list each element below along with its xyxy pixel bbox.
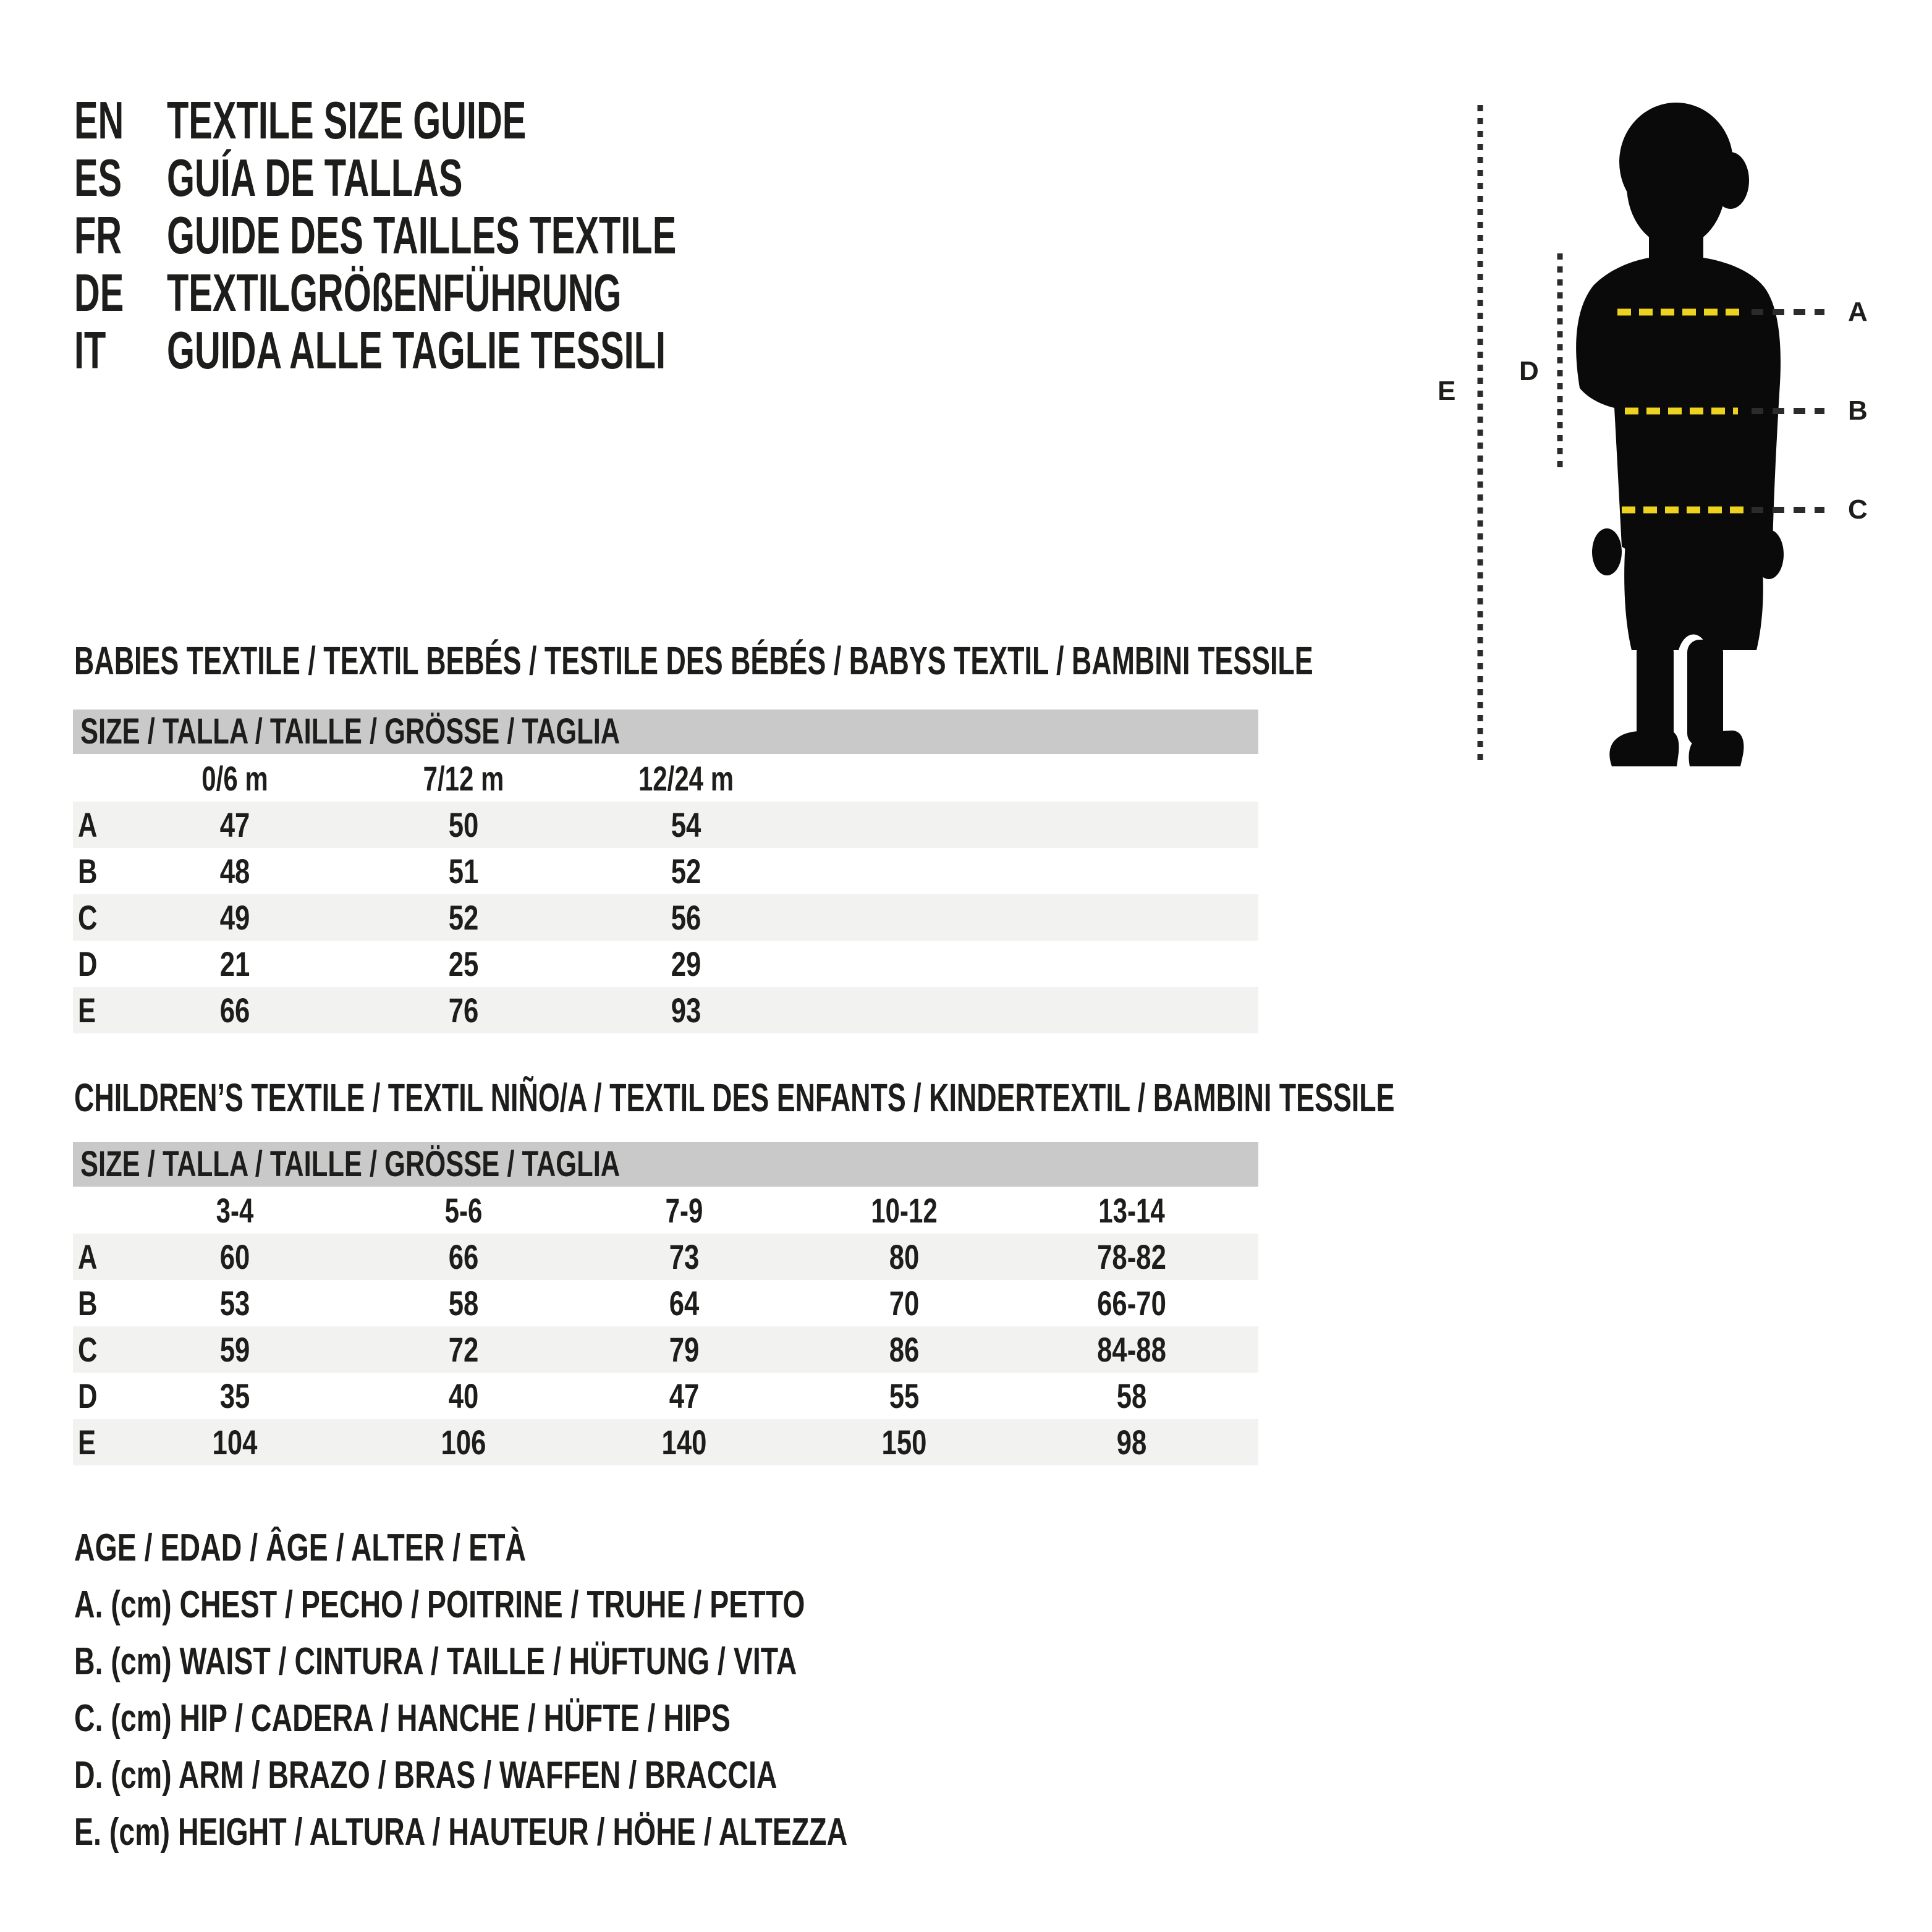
- language-code: FR: [74, 206, 122, 265]
- table-cell: 72: [448, 1330, 479, 1369]
- table-cell: 56: [671, 898, 701, 937]
- language-code: ES: [74, 149, 122, 208]
- children-row-band-c: [73, 1326, 1258, 1373]
- table-cell: 40: [448, 1376, 479, 1415]
- table-cell: 21: [219, 944, 250, 983]
- babies-size-header-label: SIZE / TALLA / TAILLE / GRÖSSE / TAGLIA: [80, 711, 621, 752]
- legend-height-line: E. (cm) HEIGHT / ALTURA / HAUTEUR / HÖHE / ALTEZZA: [74, 1811, 848, 1854]
- table-row-label: C: [78, 898, 98, 937]
- table-row-label: A: [78, 805, 98, 844]
- figure-label-c: C: [1848, 494, 1868, 525]
- table-cell: 52: [671, 852, 701, 891]
- table-cell: 73: [669, 1237, 700, 1276]
- table-cell: 51: [448, 852, 479, 891]
- table-cell: 70: [889, 1284, 920, 1323]
- figure-label-d: D: [1519, 356, 1540, 386]
- table-cell: 60: [219, 1237, 250, 1276]
- table-cell: 25: [448, 944, 479, 983]
- language-title: GUIDA ALLE TAGLIE TESSILI: [167, 321, 666, 380]
- babies-section-heading: BABIES TEXTILE / TEXTIL BEBÉS / TESTILE DES BÉBÉS / BABYS TEXTIL / BAMBINI TESSILE: [74, 638, 1313, 683]
- table-row-label: B: [78, 852, 98, 891]
- table-cell: 54: [671, 805, 701, 844]
- table-row-label: E: [78, 991, 96, 1030]
- table-cell: 84-88: [1097, 1330, 1166, 1369]
- figure-label-a: A: [1848, 297, 1868, 327]
- children-col-3-4: 3-4: [216, 1191, 254, 1230]
- babies-col-0-6m: 0/6 m: [201, 759, 268, 798]
- language-title: GUÍA DE TALLAS: [167, 149, 463, 208]
- table-cell: 140: [661, 1423, 707, 1462]
- children-col-10-12: 10-12: [871, 1191, 938, 1230]
- language-title: TEXTILGRÖßENFÜHRUNG: [167, 264, 622, 323]
- legend-hip-line: C. (cm) HIP / CADERA / HANCHE / HÜFTE / HIPS: [74, 1697, 731, 1740]
- table-cell: 104: [212, 1423, 258, 1462]
- table-cell: 66: [219, 991, 250, 1030]
- language-title: GUIDE DES TAILLES TEXTILE: [167, 206, 677, 265]
- table-cell: 66: [448, 1237, 479, 1276]
- table-cell: 53: [219, 1284, 250, 1323]
- children-section-heading: CHILDREN’S TEXTILE / TEXTIL NIÑO/A / TEXTIL DES ENFANTS / KINDERTEXTIL / BAMBINI TESSILE: [74, 1075, 1395, 1120]
- table-cell: 64: [669, 1284, 700, 1323]
- table-cell: 106: [441, 1423, 486, 1462]
- legend-chest-line: A. (cm) CHEST / PECHO / POITRINE / TRUHE / PETTO: [74, 1583, 805, 1626]
- table-cell: 86: [889, 1330, 920, 1369]
- children-row-band-a: [73, 1234, 1258, 1280]
- table-cell: 98: [1116, 1423, 1147, 1462]
- figure-label-e: E: [1438, 376, 1457, 406]
- table-cell: 76: [448, 991, 479, 1030]
- babies-size-header-bar: [73, 710, 1258, 754]
- children-size-header-label: SIZE / TALLA / TAILLE / GRÖSSE / TAGLIA: [80, 1144, 621, 1184]
- babies-row-band-a: [73, 802, 1258, 848]
- table-row-label: D: [78, 1376, 98, 1415]
- table-row-label: E: [78, 1423, 96, 1462]
- table-cell: 47: [669, 1376, 700, 1415]
- table-cell: 58: [448, 1284, 479, 1323]
- table-cell: 49: [219, 898, 250, 937]
- table-row-label: A: [78, 1237, 98, 1276]
- table-cell: 50: [448, 805, 479, 844]
- children-col-13-14: 13-14: [1098, 1191, 1165, 1230]
- children-col-7-9: 7-9: [665, 1191, 703, 1230]
- table-cell: 66-70: [1097, 1284, 1166, 1323]
- table-cell: 47: [219, 805, 250, 844]
- table-cell: 59: [219, 1330, 250, 1369]
- table-cell: 29: [671, 944, 701, 983]
- table-cell: 55: [889, 1376, 920, 1415]
- table-cell: 58: [1116, 1376, 1147, 1415]
- table-cell: 35: [219, 1376, 250, 1415]
- babies-col-7-12m: 7/12 m: [423, 759, 504, 798]
- table-cell: 52: [448, 898, 479, 937]
- table-cell: 150: [881, 1423, 927, 1462]
- language-code: EN: [74, 91, 124, 150]
- babies-col-12-24m: 12/24 m: [638, 759, 734, 798]
- table-row-label: D: [78, 944, 98, 983]
- table-cell: 93: [671, 991, 701, 1030]
- language-code: IT: [74, 321, 106, 380]
- legend-waist-line: B. (cm) WAIST / CINTURA / TAILLE / HÜFTUNG / VITA: [74, 1640, 797, 1683]
- table-row-label: B: [78, 1284, 98, 1323]
- table-cell: 80: [889, 1237, 920, 1276]
- table-row-label: C: [78, 1330, 98, 1369]
- language-code: DE: [74, 264, 124, 323]
- legend-arm-line: D. (cm) ARM / BRAZO / BRAS / WAFFEN / BRACCIA: [74, 1754, 777, 1797]
- babies-row-band-e: [73, 987, 1258, 1033]
- table-cell: 48: [219, 852, 250, 891]
- table-cell: 78-82: [1097, 1237, 1166, 1276]
- language-title: TEXTILE SIZE GUIDE: [167, 91, 527, 150]
- children-col-5-6: 5-6: [444, 1191, 483, 1230]
- babies-row-band-c: [73, 894, 1258, 941]
- figure-label-b: B: [1848, 396, 1868, 426]
- children-size-header-bar: [73, 1142, 1258, 1187]
- table-cell: 79: [669, 1330, 700, 1369]
- legend-age-line: AGE / EDAD / ÂGE / ALTER / ETÀ: [74, 1527, 527, 1569]
